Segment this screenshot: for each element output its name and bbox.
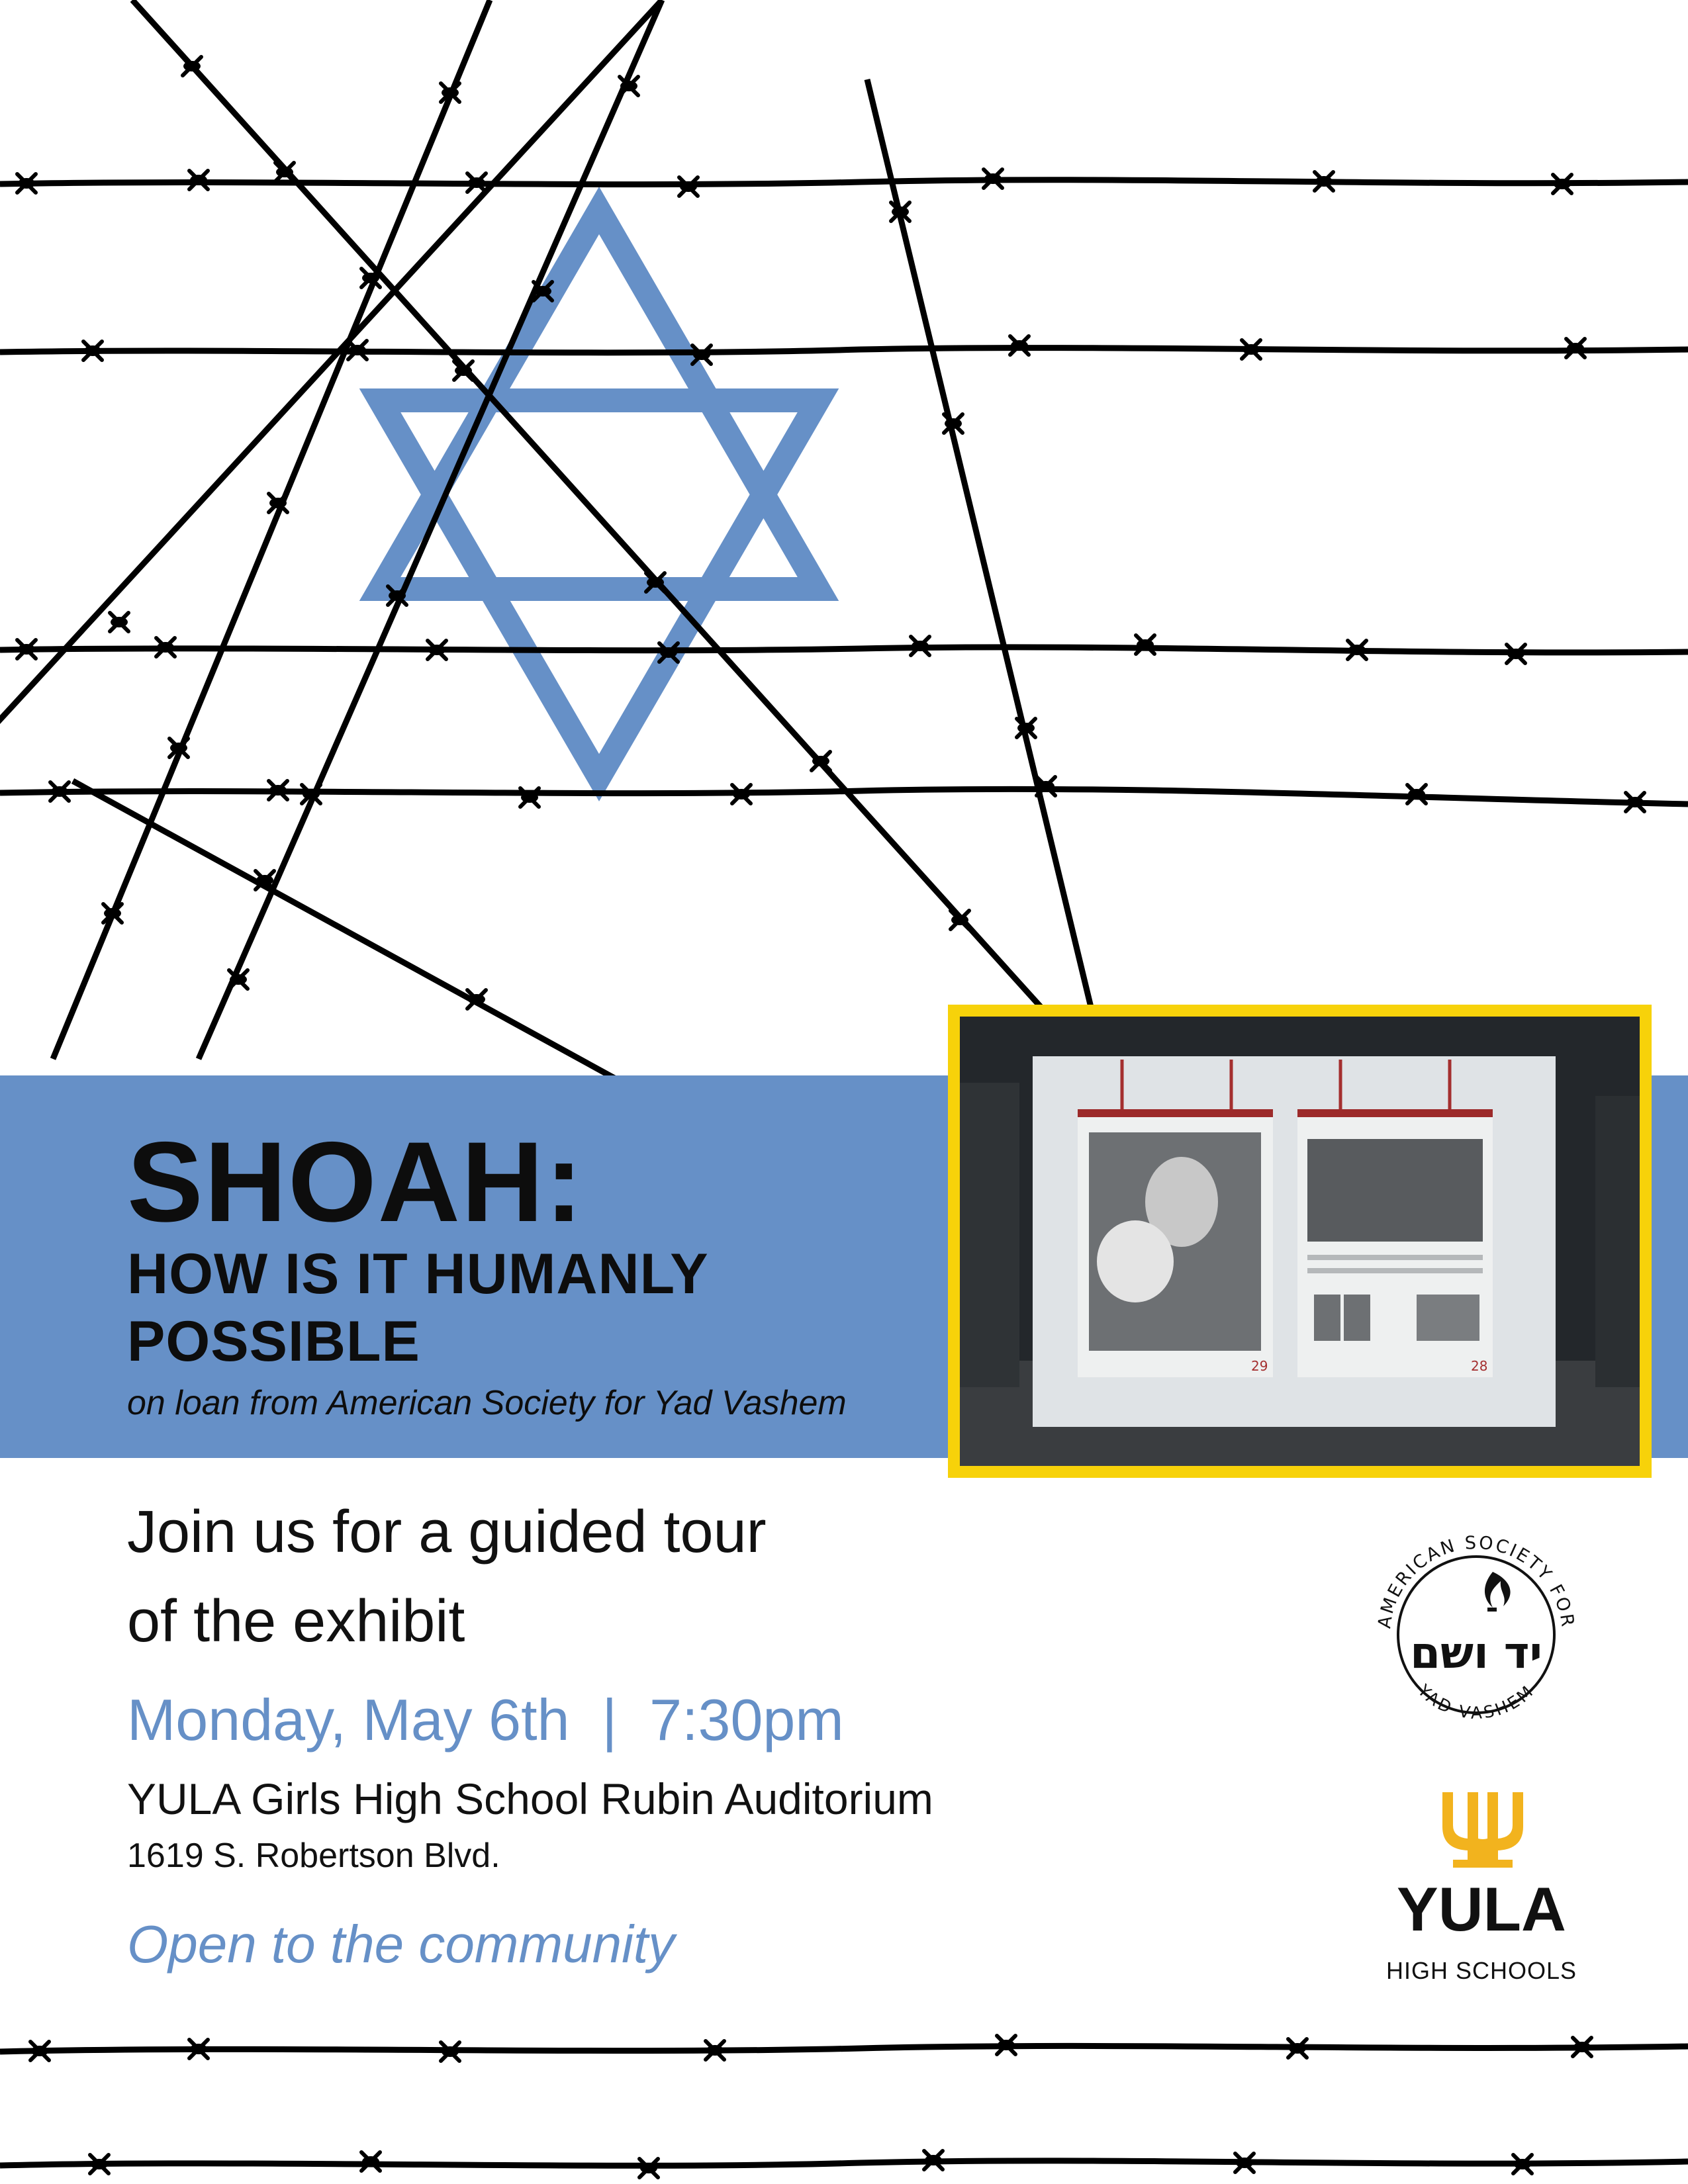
barbed-wire-icon	[0, 180, 1688, 804]
page-title: SHOAH:	[127, 1118, 585, 1246]
exhibit-photo-drawing	[960, 1017, 1640, 1466]
loan-credit: on loan from American Society for Yad Vashem	[127, 1384, 847, 1422]
invite-line-2: of the exhibit	[127, 1588, 465, 1655]
subtitle-line-2: POSSIBLE	[127, 1310, 420, 1373]
yula-logo-subtext: HIGH SCHOOLS	[1385, 1957, 1577, 1984]
exhibit-photo	[948, 1005, 1652, 1478]
svg-text:AMERICAN SOCIETY FOR	[1374, 1533, 1578, 1630]
event-address: 1619 S. Robertson Blvd.	[127, 1837, 500, 1875]
asyv-hebrew: יד ושם	[1410, 1627, 1542, 1678]
yula-menorah-icon	[1433, 1786, 1532, 1872]
yula-logo-text: YULA	[1397, 1874, 1566, 1944]
asyv-bottom-text: YAD VASHEM	[1414, 1680, 1538, 1723]
barbed-wire-star-artwork	[0, 0, 1688, 1079]
wire-barbs	[17, 57, 1644, 1009]
panel-number-left: 29	[1251, 1358, 1268, 1374]
subtitle-line-1: HOW IS IT HUMANLY	[127, 1242, 709, 1306]
community-note: Open to the community	[127, 1915, 675, 1974]
event-venue: YULA Girls High School Rubin Auditorium	[127, 1774, 933, 1823]
barbed-wire-diagonals	[0, 0, 1092, 1079]
panel-number-right: 28	[1471, 1358, 1488, 1374]
event-date-time: Monday, May 6th | 7:30pm	[127, 1687, 844, 1752]
invite-line-1: Join us for a guided tour	[127, 1499, 767, 1565]
asyv-top-text: AMERICAN SOCIETY FOR	[1374, 1532, 1578, 1630]
asyv-logo	[1360, 1519, 1592, 1751]
flame-icon	[1485, 1572, 1511, 1608]
svg-text:YAD VASHEM	[1414, 1680, 1538, 1723]
